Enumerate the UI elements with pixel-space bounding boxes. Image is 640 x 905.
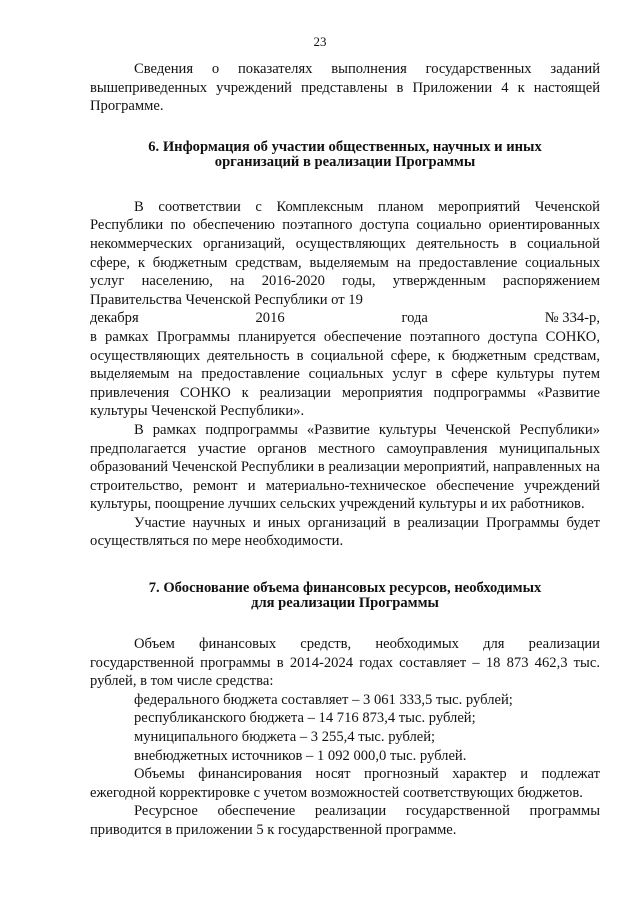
section-7-paragraph-2: Объемы финансирования носят прогнозный характер и подлежат ежегодной корректировке с учетом возможностей соответствующих бюджетов.	[90, 766, 600, 801]
funding-list-item: внебюджетных источников – 1 092 000,0 тыс. рублей.	[134, 747, 467, 764]
document-body	[90, 60, 600, 840]
funding-list-item: федерального бюджета составляет – 3 061 333,5 тыс. рублей;	[134, 691, 513, 708]
date-word: № 334-р,	[544, 310, 600, 327]
section-7-paragraph-1: Объем финансовых средств, необходимых для реализации государственной программы в 2014-2024 годах составляет – 18 873 462,3 тыс. рублей, в том числе средства:	[90, 636, 600, 690]
section-7-heading-line-1: 7. Обоснование объема финансовых ресурсов, необходимых	[148, 580, 542, 597]
funding-list-item: республиканского бюджета – 14 716 873,4 тыс. рублей;	[134, 710, 476, 727]
date-word: 2016	[255, 310, 285, 327]
funding-list-item: муниципального бюджета – 3 255,4 тыс. рублей;	[134, 729, 436, 746]
section-6-heading-line-1: 6. Информация об участии общественных, научных и иных	[148, 138, 542, 155]
section-7-heading	[90, 581, 600, 611]
page-number: 23	[313, 34, 327, 49]
date-word: декабря	[90, 310, 139, 327]
intro-paragraph: Сведения о показателях выполнения государственных заданий вышеприведенных учреждений представлены в Приложении 4 к настоящей Программе.	[90, 61, 600, 115]
section-6-paragraph-1a: В соответствии с Комплексным планом мероприятий Чеченской Республики по обеспечению поэтапного доступа социально ориентированных некоммерческих организаций, осуществляющих деятельность в социальной сфере, к бюджетным средствам, выделяемым на предоставление социальных услуг населению, на 2016-2020 годы, утвержденным распоряжением Правительства Чеченской Республики от 19	[90, 198, 600, 308]
section-6-paragraph-2: В рамках подпрограммы «Развитие культуры Чеченской Республики» предполагается участие органов местного самоуправления муниципальных образований Чеченской Республики в реализации мероприятий, направленных на строительство, ремонт и материально-техническое обеспечение учреждений культуры, поощрение лучших сельских учреждений культуры и их работников.	[90, 421, 600, 513]
section-6-heading-line-2: организаций в реализации Программы	[214, 153, 476, 170]
section-6-paragraph-3: Участие научных и иных организаций в реализации Программы будет осуществляться по мере необходимости.	[90, 514, 600, 550]
section-6-date-line	[90, 309, 600, 328]
section-6-heading	[90, 140, 600, 170]
date-word: года	[401, 310, 428, 327]
section-6-paragraph-1b: в рамках Программы планируется обеспечение поэтапного доступа СОНКО, осуществляющих деятельность в социальной сфере, к бюджетным средствам, выделяемым на предоставление социальных услуг в сфере культуры путем привлечения СОНКО к реализации мероприятия подпрограммы «Развитие культуры Чеченской Республики».	[90, 328, 600, 420]
section-7-heading-line-2: для реализации Программы	[251, 595, 439, 612]
section-7-paragraph-3: Ресурсное обеспечение реализации государственной программы приводится в приложении 5 к государственной программе.	[90, 803, 600, 838]
